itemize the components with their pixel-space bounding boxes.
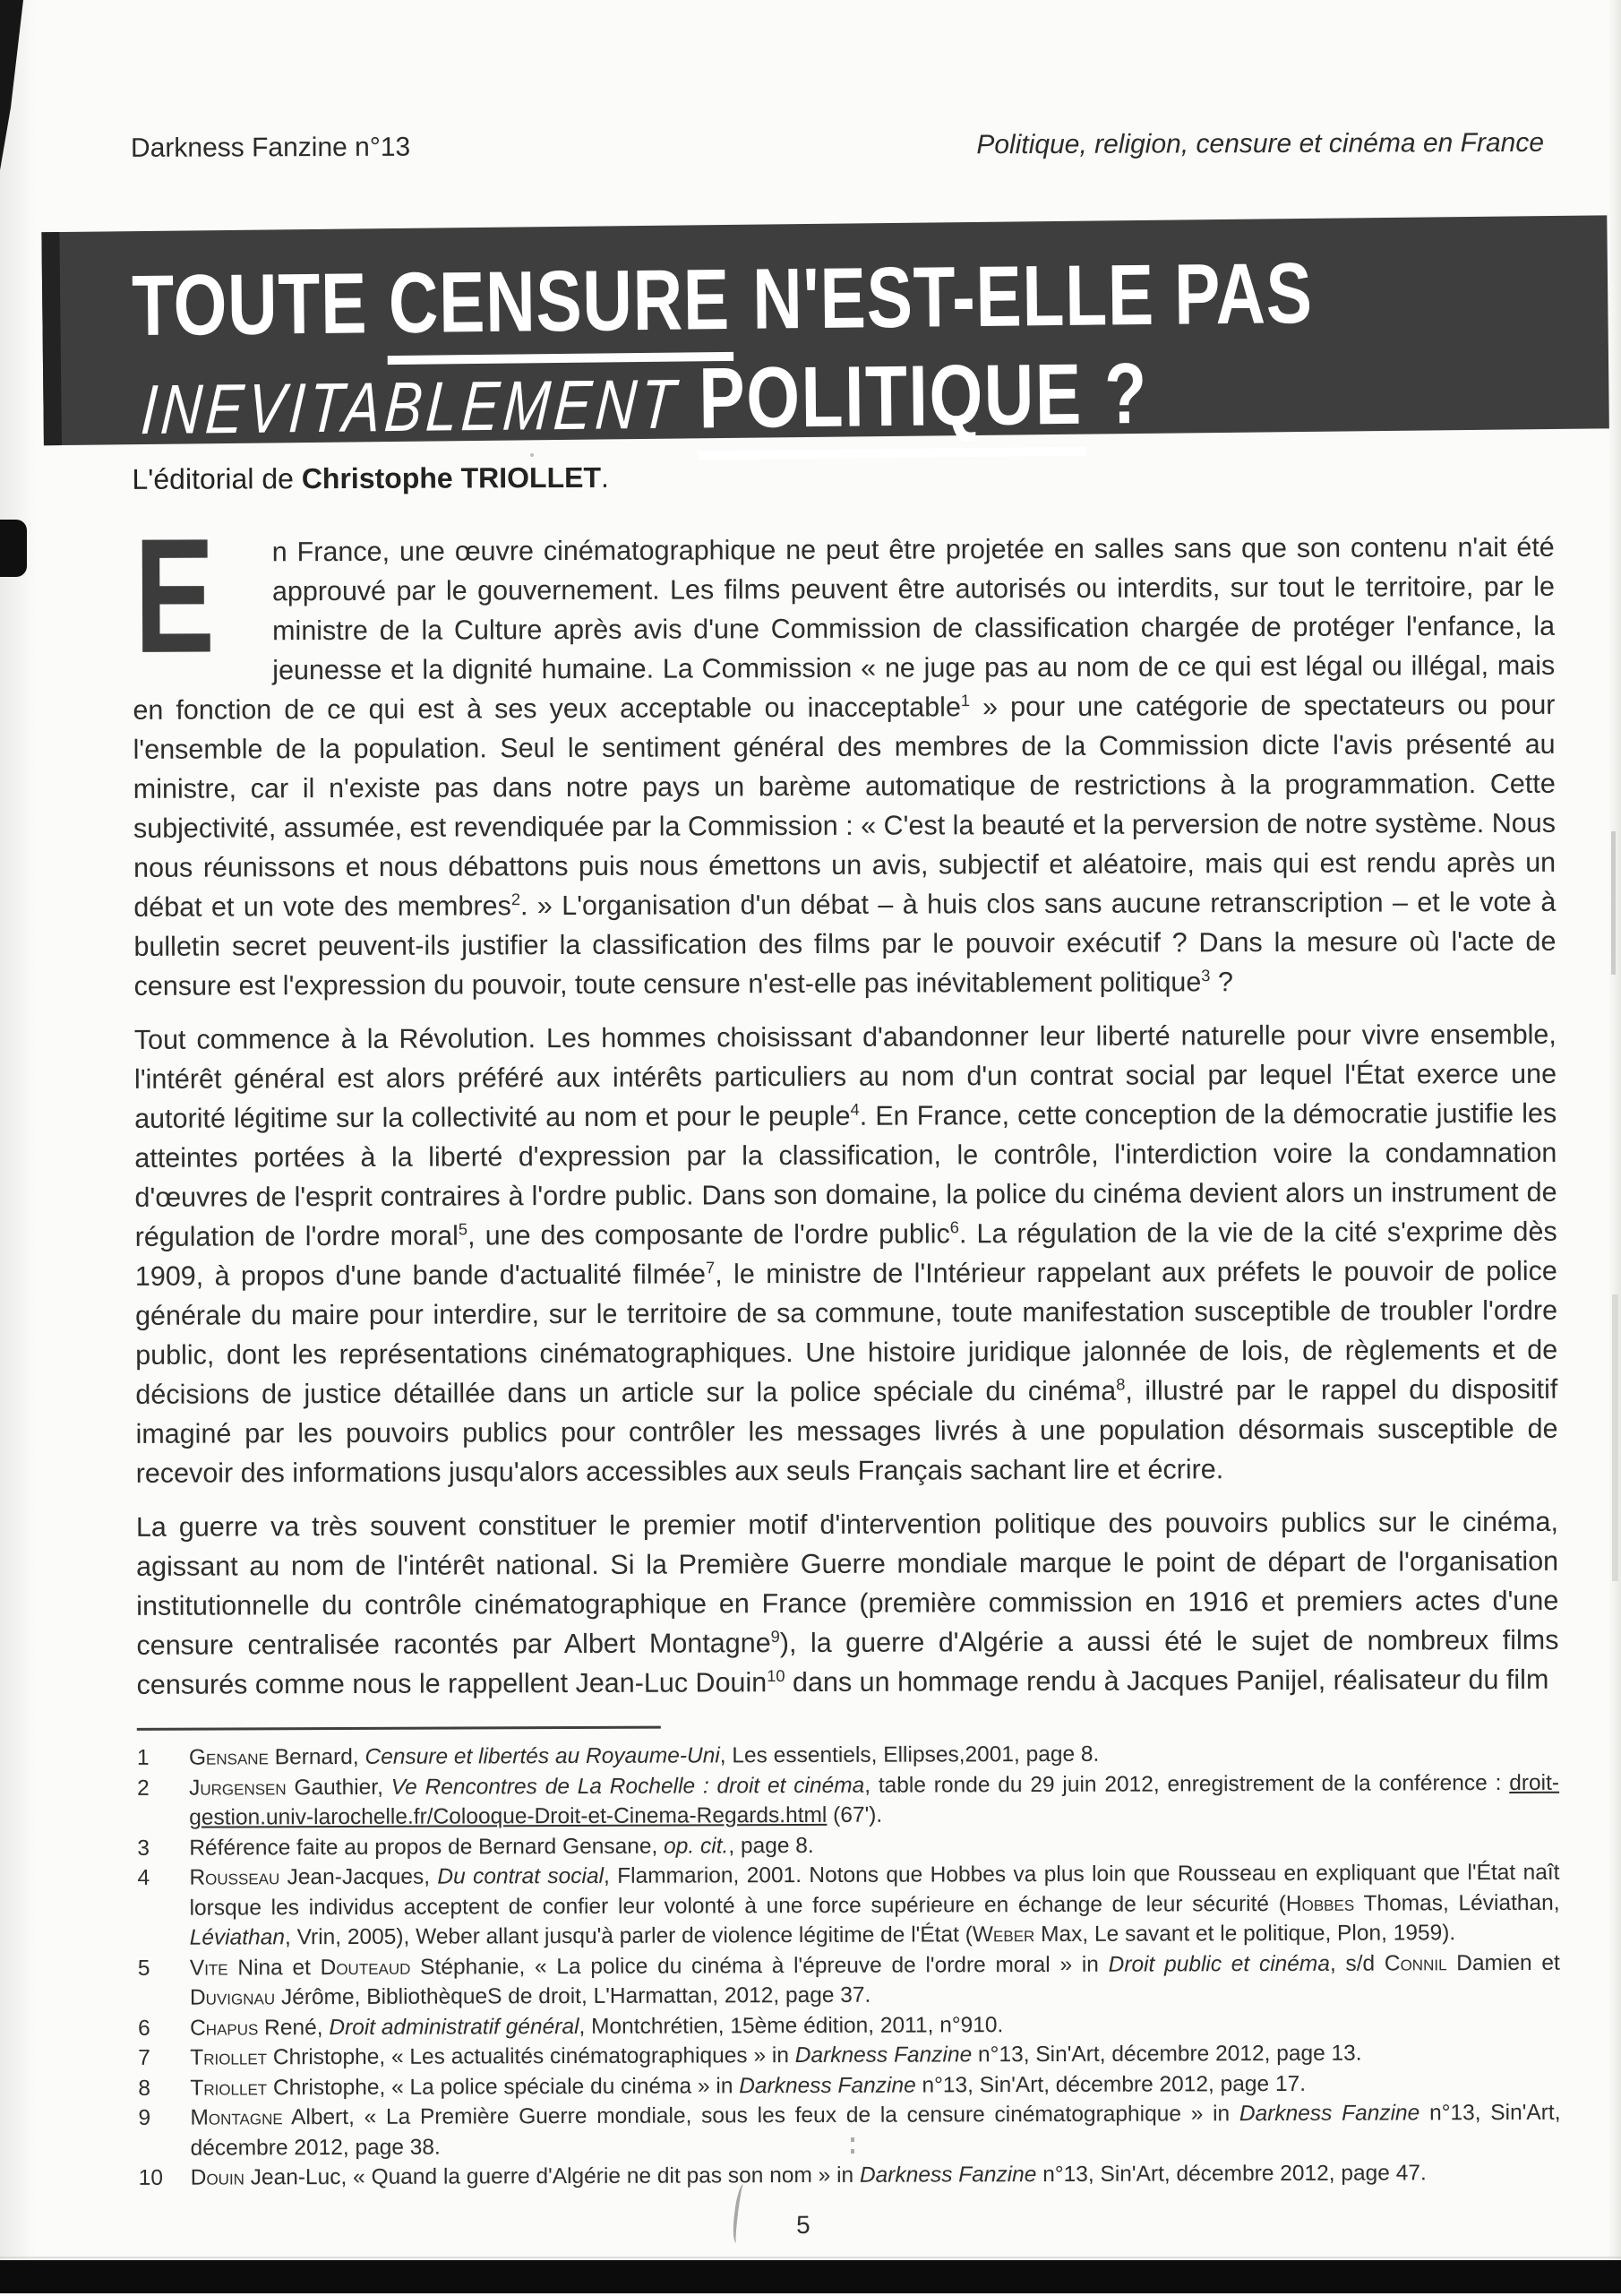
text-run: , Flammarion, 2001. Notons que Hobbes va plus loin que Rousseau en expliquant que l'État naît lorsque les individus acceptent de confier leur volonté à une force supérieure en échange de leur sécurité (	[189, 1860, 1560, 1921]
text-run: Chapus	[190, 2015, 259, 2041]
text-run: Darkness Fanzine	[859, 2163, 1037, 2188]
text-run: Ve Rencontres de La Rochelle : droit et cinéma	[390, 1773, 865, 1800]
text-run: Douteaud	[320, 1955, 411, 1980]
footnote-number: 7	[138, 2045, 150, 2070]
footnote-number: 8	[138, 2076, 151, 2101]
text-run: Albert, « La Première Guerre mondiale, sous les feux de la censure cinématographique » in	[282, 2102, 1239, 2130]
text-run: n°13, Sin'Art, décembre 2012, page 38.	[190, 2100, 1561, 2161]
body-paragraph	[133, 503, 1557, 1006]
footnote-ref: 5	[458, 1219, 468, 1239]
text-run: Bernard,	[268, 1744, 365, 1770]
footnote-ref: 8	[1116, 1374, 1126, 1394]
footnote-text	[190, 1948, 1560, 2013]
text-run: ?	[1210, 967, 1233, 998]
running-header	[131, 128, 1544, 164]
text-run: . La régulation de la vie de la cité s'exprime dès 1909, à propos d'une bande d'actualité filmée	[134, 1216, 1557, 1292]
footnote	[139, 2158, 1561, 2194]
footnote-ref: 9	[770, 1626, 780, 1646]
footnote-ref: 4	[850, 1099, 860, 1119]
text-run: , une des composante de l'ordre public	[467, 1218, 950, 1251]
page-number: 5	[796, 2210, 810, 2239]
text-run: n°13, Sin'Art, décembre 2012, page 17.	[915, 2071, 1307, 2098]
byline-prefix: L'éditorial de	[132, 462, 302, 495]
text-run: Jean-Jacques,	[279, 1864, 438, 1890]
text-run: n France, une œuvre cinématographique ne peut être projetée en salles sans que son contenu n'ait été approuvé par le gouvernement. Les films peuvent être autorisés ou interdits, sur tout le territoire, par le ministre de la Culture après avis d'une Commission de classification chargée de protéger l'enfance, la jeunesse et la dignité humaine. La Commission « ne juge pas au nom de ce qui est légal ou illégal, mais en fonction de ce qui est à ses yeux acceptable ou inacceptable	[133, 531, 1556, 726]
footnote-number: 5	[137, 1956, 150, 1981]
text-run: . » L'organisation d'un débat – à huis clos sans aucune retranscription – et le vote à bulletin secret peuvent-ils justifier la classification des films par le pouvoir exécutif ? Dans la mesure où l'acte de censure est l'expression du pouvoir, toute censure n'est-elle pas inévitablement politique	[133, 886, 1557, 1002]
footnote-ref: 3	[1201, 966, 1211, 985]
text-run: Censure et libertés au Royaume-Uni	[365, 1743, 720, 1769]
scan-tab-artifact	[0, 520, 27, 577]
text-run: Montagne	[190, 2105, 283, 2130]
text-run: , Montchrétien, 15ème édition, 2011, n°910.	[579, 2012, 1004, 2039]
title-text-underlined: POLITIQUE	[697, 347, 1085, 460]
text-run: , table ronde du 29 juin 2012, enregistrement de la conférence :	[864, 1770, 1510, 1798]
text-run: , s/d	[1329, 1951, 1385, 1976]
drop-cap: E	[133, 503, 216, 687]
text-run: dans un hommage rendu à Jacques Panijel, réalisateur du film	[785, 1664, 1549, 1698]
footnote-number: 2	[136, 1776, 150, 1801]
text-run: Darkness Fanzine	[1239, 2101, 1420, 2127]
article-body	[133, 503, 1561, 2248]
title-banner	[41, 215, 1608, 450]
text-run: Triollet	[190, 2045, 268, 2070]
footnote	[138, 1948, 1560, 2013]
footnote-ref: 7	[705, 1258, 716, 1277]
footnote-url: droit-gestion.univ-larochelle.fr/Colooque-Droit-et-Cinema-Regards.html	[189, 1770, 1560, 1830]
text-run: n°13, Sin'Art, décembre 2012, page 47.	[1036, 2161, 1427, 2188]
text-run: n°13, Sin'Art, décembre 2012, page 13.	[972, 2041, 1362, 2068]
footnote	[137, 1767, 1559, 1833]
text-run: Triollet	[190, 2075, 268, 2101]
text-run: Damien et	[1446, 1950, 1560, 1975]
text-run: Vite	[189, 1955, 228, 1981]
text-run: Darkness Fanzine	[739, 2073, 916, 2098]
title-text-underlined: CENSURE	[387, 252, 733, 365]
text-run: Jean-Luc, « Quand la guerre d'Algérie ne dit pas son nom » in	[244, 2163, 861, 2190]
footnote-text	[189, 1858, 1559, 1953]
byline-suffix: .	[600, 460, 609, 494]
byline-author: Christophe TRIOLLET	[301, 460, 602, 495]
text-run: Droit administratif général	[329, 2014, 579, 2040]
text-run: Tout commence à la Révolution. Les hommes choisissant d'abandonner leur liberté naturelle pour vivre ensemble, l'intérêt général est alors préféré aux intérêts particuliers au nom d'un contrat social par lequel l'État exerce une autorité légitime sur la collectivité au nom et pour le peuple	[133, 1019, 1557, 1134]
text-run: Droit public et cinéma	[1108, 1951, 1330, 1977]
byline	[132, 461, 609, 496]
text-run: . En France, cette conception de la démocratie justifie les atteintes portées à la liberté d'expression par la classification, le contrôle, l'interdiction voire la condamnation d'œuvres de l'esprit contraires à l'ordre public. Dans son domaine, la police du cinéma devient alors un instrument de régulation de l'ordre moral	[134, 1097, 1557, 1252]
text-run: Max, Le savant et le politique, Plon, 1959).	[1034, 1921, 1456, 1948]
paragraphs	[133, 503, 1559, 1705]
text-run: La guerre va très souvent constituer le premier motif d'intervention politique des pouvoirs publics sur le cinéma, agissant au nom de l'intérêt national. Si la Première Guerre mondiale marque le point de départ de l'organisation institutionnelle du contrôle cinématographique en France (première commission en 1916 et premiers actes d'une censure centralisée racontés par Albert Montagne	[135, 1506, 1559, 1661]
footnote-text	[191, 2158, 1561, 2193]
text-run: Nina et	[227, 1955, 321, 1980]
article-title-line1	[132, 245, 1313, 355]
text-run: , Les essentiels, Ellipses,2001, page 8.	[719, 1741, 1100, 1768]
text-run: Weber	[972, 1922, 1035, 1948]
text-run: Gensane	[188, 1745, 269, 1770]
footnote-text	[189, 1767, 1559, 1833]
footnote-ref: 6	[949, 1217, 959, 1237]
scan-edge-bottom	[0, 2260, 1621, 2293]
footnote-ref: 1	[960, 691, 971, 710]
footnote	[138, 2098, 1560, 2163]
footnote-separator	[137, 1726, 661, 1731]
text-run: , le ministre de l'Intérieur rappelant aux préfets le pouvoir de police générale du maire pour interdire, sur le territoire de sa commune, toute manifestation susceptible de troubler l'ordre public, dont les représentations cinématographiques. Une histoire juridique jalonnée de lois, de règlements et de décisions de justice détaillée dans un article sur la police spéciale du cinéma	[134, 1255, 1558, 1410]
text-run: Thomas, Léviathan,	[1354, 1890, 1560, 1916]
text-run: Jurgensen	[188, 1775, 287, 1801]
title-text: TOUTE	[131, 255, 388, 355]
footnote-number: 10	[138, 2165, 164, 2190]
text-run: Darkness Fanzine	[794, 2042, 973, 2068]
text-run: Duvignau	[189, 1985, 276, 2010]
footnote-number: 6	[138, 2016, 150, 2041]
article-title-line2	[133, 346, 1315, 456]
text-run: , page 8.	[728, 1833, 814, 1858]
title-text: N'EST-ELLE PAS	[732, 245, 1314, 348]
footnote-ref: 2	[510, 890, 521, 909]
text-run: René,	[258, 2015, 330, 2040]
text-run: , illustré par le rappel du dispositif imaginé par les pouvoirs publics pour contrôler les messages livrés à une population désormais susceptible de recevoir des informations jusqu'alors accessibles aux seuls Français sachant lire et écrire.	[135, 1373, 1558, 1489]
text-run: Christophe, « La police spéciale du cinéma » in	[267, 2073, 740, 2100]
text-run: Référence faite au propos de Bernard Gensane,	[189, 1834, 665, 1861]
text-run: (67').	[827, 1802, 883, 1827]
text-run: op. cit.	[664, 1833, 729, 1859]
text-run: » pour une catégorie de spectateurs ou pour l'ensemble de la population. Seul le sentiment général des membres de la Commission dicte l'avis présenté au ministre, car il n'existe pas dans notre pays un barème automatique de restrictions à la programmation. Cette subjectivité, assumée, est revendiquée par la Commission : « C'est la beauté et la perversion de notre système. Nous nous réunissons et nous débattons puis nous émettons un avis, subjectif et aléatoire, mais qui est rendu après un débat et un vote des membres	[133, 689, 1557, 923]
text-run: Rousseau	[189, 1865, 280, 1890]
text-run: Léviathan	[189, 1925, 286, 1950]
footnote-number: 1	[136, 1745, 150, 1770]
footnote-number: 3	[137, 1836, 150, 1861]
title-text: ?	[1085, 345, 1147, 443]
footnotes	[137, 1738, 1561, 2194]
text-run: Stéphanie, « La police du cinéma à l'épreuve de l'ordre moral » in	[410, 1952, 1109, 1980]
text-run: Du contrat social	[437, 1863, 605, 1889]
text-run: Jérôme, BibliothèqueS de droit, L'Harmattan, 2012, page 37.	[275, 1982, 871, 2010]
footnote-text	[190, 2098, 1560, 2163]
title-text-italic: INEVITABLEMENT	[138, 364, 682, 450]
text-run: Gauthier,	[286, 1775, 391, 1800]
footnote-number: 9	[138, 2105, 151, 2130]
text-run: Connil	[1384, 1950, 1447, 1976]
text-run: ), la guerre d'Algérie a aussi été le sujet de nombreux films censurés comme nous le rappellent Jean-Luc Douin	[136, 1624, 1559, 1700]
body-paragraph	[136, 1502, 1559, 1705]
footnote-number: 4	[137, 1865, 150, 1890]
text-run: Christophe, « Les actualités cinématographiques » in	[266, 2043, 795, 2070]
body-paragraph	[134, 1015, 1558, 1493]
text-run: , Vrin, 2005), Weber allant jusqu'à parler de violence légitime de l'État (	[284, 1922, 973, 1950]
header-topic: Politique, religion, censure et cinéma en France	[976, 127, 1545, 160]
footnote	[137, 1858, 1559, 1954]
footnote-ref: 10	[767, 1665, 785, 1686]
text-run: Douin	[190, 2165, 244, 2190]
header-issue: Darkness Fanzine n°13	[130, 132, 411, 163]
text-run: Hobbes	[1285, 1891, 1355, 1916]
